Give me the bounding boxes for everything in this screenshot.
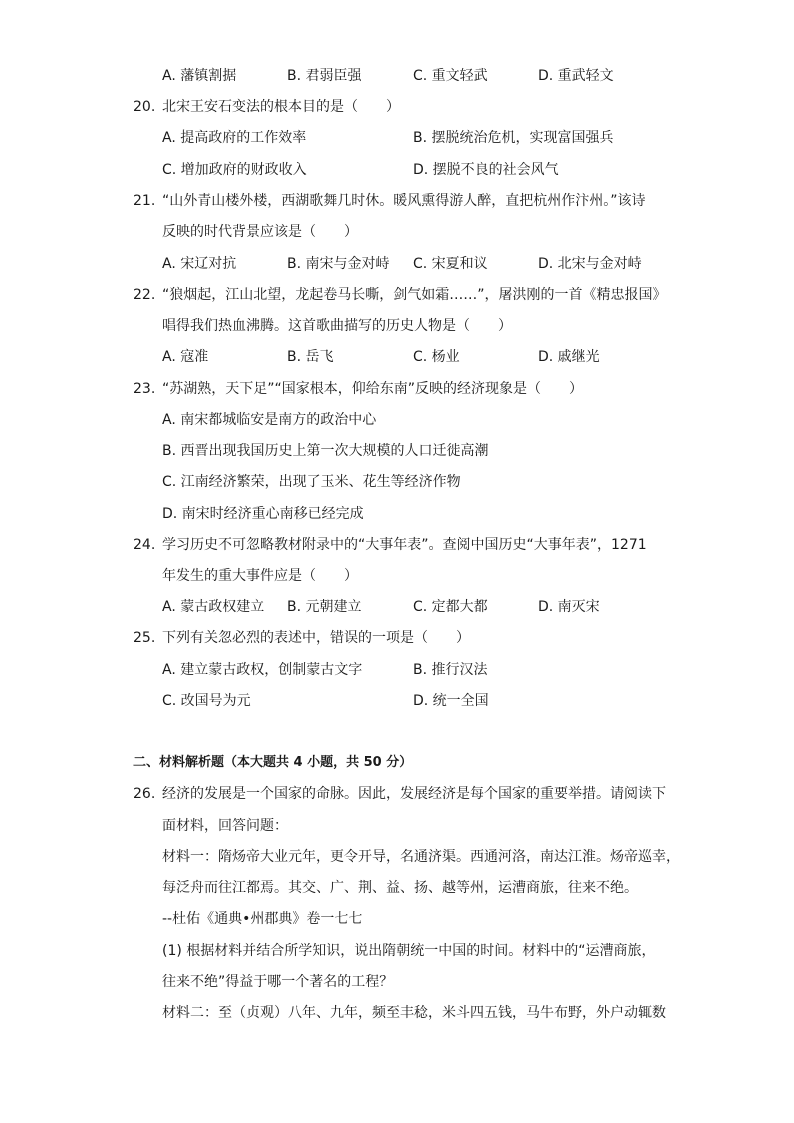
q23-option-d: D. 南宋时经济重心南移已经完成 [162, 506, 364, 522]
section-heading: 二、材料解析题（本大题共 4 小题，共 50 分） [133, 755, 413, 770]
q24-stem-line: 年发生的重大事件应是（ ） [162, 568, 358, 584]
q26-sub1-line: (1) 根据材料并结合所学知识，说出隋朝统一中国的时间。材料中的“运漕商旅， [162, 943, 656, 959]
q24-stem-line: 学习历史不可忽略教材附录中的“大事年表”。查阅中国历史“大事年表”，1271 [162, 537, 647, 553]
q22-stem-line: “狼烟起，江山北望，龙起卷马长嘶，剑气如霜……”，屠洪刚的一首《精忠报国》 [162, 287, 667, 303]
q20-option-a: A. 提高政府的工作效率 [162, 130, 307, 146]
q25-option-a: A. 建立蒙古政权，创制蒙古文字 [162, 662, 363, 678]
q21-number: 21. [133, 193, 156, 209]
q26-number: 26. [133, 786, 156, 802]
q24-option-a: A. 蒙古政权建立 [162, 599, 265, 615]
q23-option-a: A. 南宋都城临安是南方的政治中心 [162, 412, 377, 428]
q25-option-c: C. 改国号为元 [162, 693, 251, 709]
q21-stem-line: “山外青山楼外楼，西湖歌舞几时休。暖风熏得游人醉，直把杭州作汴州。”该诗 [162, 193, 646, 209]
q26-intro-line: 面材料，回答问题： [162, 818, 288, 834]
q24-option-c: C. 定都大都 [413, 599, 488, 615]
q25-stem: 下列有关忽必烈的表述中，错误的一项是（ ） [162, 630, 470, 646]
q26-intro-line: 经济的发展是一个国家的命脉。因此，发展经济是每个国家的重要举措。请阅读下 [162, 786, 666, 802]
q26-sub1-line: 往来不绝”得益于哪一个著名的工程？ [162, 974, 394, 990]
q23-option-c: C. 江南经济繁荣，出现了玉米、花生等经济作物 [162, 474, 461, 490]
q21-option-d: D. 北宋与金对峙 [538, 256, 642, 272]
q25-number: 25. [133, 630, 156, 646]
q24-option-d: D. 南灭宋 [538, 599, 600, 615]
q26-material1-source: --杜佑《通典•州郡典》卷一七七 [162, 911, 363, 927]
q26-material2-line: 材料二：至（贞观）八年、九年，频至丰稔，米斗四五钱，马牛布野，外户动辄数 [162, 1005, 666, 1021]
q22-stem-line: 唱得我们热血沸腾。这首歌曲描写的历史人物是（ ） [162, 318, 512, 334]
q24-option-b: B. 元朝建立 [287, 599, 362, 615]
q19-option-c: C. 重文轻武 [413, 68, 488, 84]
q21-option-a: A. 宋辽对抗 [162, 256, 237, 272]
q20-option-d: D. 摆脱不良的社会风气 [413, 162, 559, 178]
q19-option-b: B. 君弱臣强 [287, 68, 362, 84]
q23-number: 23. [133, 381, 156, 397]
q20-option-c: C. 增加政府的财政收入 [162, 162, 307, 178]
q19-option-a: A. 藩镇割据 [162, 68, 237, 84]
q22-option-c: C. 杨业 [413, 349, 460, 365]
q21-option-c: C. 宋夏和议 [413, 256, 488, 272]
q24-number: 24. [133, 537, 156, 553]
q20-option-b: B. 摆脱统治危机，实现富国强兵 [413, 130, 614, 146]
q26-material1-line: 每泛舟而往江都焉。其交、广、荆、益、扬、越等州，运漕商旅，往来不绝。 [162, 880, 638, 896]
q25-option-b: B. 推行汉法 [413, 662, 488, 678]
q25-option-d: D. 统一全国 [413, 693, 489, 709]
q20-stem: 北宋王安石变法的根本目的是（ ） [162, 99, 400, 115]
q21-option-b: B. 南宋与金对峙 [287, 256, 390, 272]
q23-stem: “苏湖熟，天下足”“国家根本，仰给东南”反映的经济现象是（ ） [162, 381, 584, 397]
q23-option-b: B. 西晋出现我国历史上第一次大规模的人口迁徙高潮 [162, 443, 489, 459]
q26-material1-line: 材料一：隋炀帝大业元年，更令开导，名通济渠。西通河洛，南达江淮。炀帝巡幸， [162, 849, 680, 865]
q22-number: 22. [133, 287, 156, 303]
q22-option-a: A. 寇准 [162, 349, 209, 365]
q19-option-d: D. 重武轻文 [538, 68, 614, 84]
q22-option-d: D. 戚继光 [538, 349, 600, 365]
q20-number: 20. [133, 99, 156, 115]
q21-stem-line: 反映的时代背景应该是（ ） [162, 224, 358, 240]
q22-option-b: B. 岳飞 [287, 349, 334, 365]
